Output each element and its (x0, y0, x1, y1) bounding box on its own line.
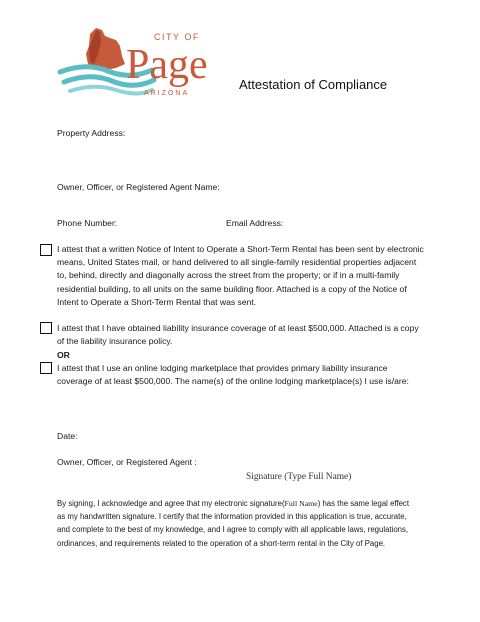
date-label: Date: (57, 431, 78, 441)
attest-marketplace-checkbox[interactable] (40, 362, 52, 374)
document-title: Attestation of Compliance (239, 77, 388, 92)
signature-placeholder[interactable]: Signature (Type Full Name) (246, 472, 352, 482)
consent-part-1: By signing, I acknowledge and agree that my electronic signature( (57, 499, 285, 508)
or-label: OR (57, 350, 70, 360)
attest-notice-text: I attest that a written Notice of Intent to Operate a Short-Term Rental has been sent by electronic means, United States mail, or hand delivered to all single-family residential properties adjacent to, behind, directly and diagonally across the street from the property; or if in a multi-family residential building, to all units on the same building floor. Attached is a copy of the Notice of Intent to Operate a Short-Term Rental that was sent. (57, 244, 424, 307)
property-address-label: Property Address: (57, 128, 126, 138)
attest-insurance-checkbox[interactable] (40, 322, 52, 334)
attest-notice-checkbox[interactable] (40, 244, 52, 256)
logo-arizona-text: ARIZONA (144, 90, 190, 97)
attest-marketplace-text: I attest that I use an online lodging marketplace that provides primary liability insurance coverage of at least $500,000. The name(s) of the online lodging marketplace(s) I use is/are: (57, 363, 409, 387)
attest-insurance-text: I attest that I have obtained liability insurance coverage of at least $500,000. Attached is a copy of the liability insurance policy. (57, 323, 419, 347)
email-address-label: Email Address: (226, 218, 284, 228)
consent-full-name: Full Name (284, 499, 318, 508)
consent-statement (57, 497, 413, 550)
phone-number-label: Phone Number: (57, 218, 118, 228)
consent-part-2: ) has the same legal effect as my handwritten signature. I certify that the information provided in this application is true, accurate, and complete to the best of my knowledge, and I agree to comply with all applicable laws, regulations, ordinances, and requirements related to the operation of a short-term rental in the City of Page. (57, 499, 409, 548)
logo-page-text: Page (126, 42, 208, 88)
owner-name-label: Owner, Officer, or Registered Agent Name: (57, 182, 220, 192)
city-of-page-logo (56, 24, 212, 100)
owner-agent-label: Owner, Officer, or Registered Agent : (57, 457, 197, 467)
logo-city-of-text: CITY OF (154, 32, 200, 42)
